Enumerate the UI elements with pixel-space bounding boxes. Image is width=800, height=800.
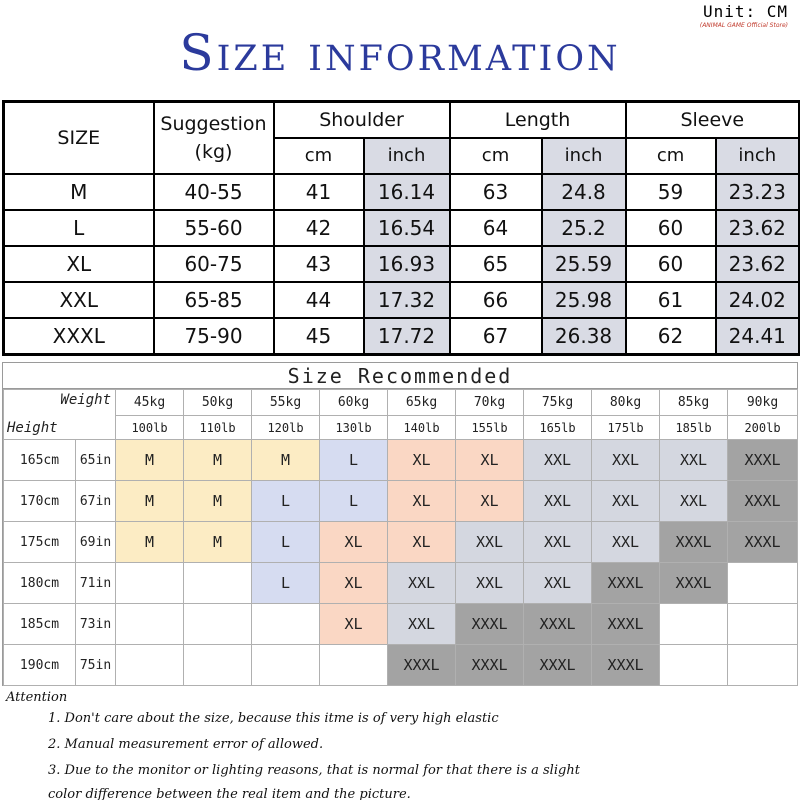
recommended-size-cell: XXXL — [388, 645, 456, 686]
subheader-cm: cm — [450, 138, 542, 174]
weight-lb-header: 110lb — [184, 416, 252, 440]
recommended-size-cell: XXXL — [592, 563, 660, 604]
recommend-title: Size Recommended — [3, 363, 797, 389]
size-row — [4, 282, 800, 318]
recommended-size-cell: XXXL — [456, 645, 524, 686]
recommended-size-cell: XXL — [524, 563, 592, 604]
weight-kg-header: 50kg — [184, 390, 252, 416]
recommended-size-cell: XXL — [388, 563, 456, 604]
recommended-size-cell — [728, 645, 798, 686]
recommended-size-cell — [184, 645, 252, 686]
height-in-label: 65in — [76, 440, 116, 481]
height-cm-label: 185cm — [4, 604, 76, 645]
recommended-size-cell: XL — [456, 440, 524, 481]
recommended-size-cell: XL — [320, 604, 388, 645]
cell-sleeve-cm: 62 — [626, 318, 716, 354]
cell-length-cm: 66 — [450, 282, 542, 318]
height-cm-label: 175cm — [4, 522, 76, 563]
cell-size: XL — [4, 246, 154, 282]
cell-length-cm: 65 — [450, 246, 542, 282]
cell-size: XXXL — [4, 318, 154, 354]
weight-kg-header: 90kg — [728, 390, 798, 416]
recommended-size-cell: XL — [388, 440, 456, 481]
recommended-size-cell — [252, 604, 320, 645]
cell-sleeve-inch: 23.62 — [716, 246, 800, 282]
unit-text: Unit: CM — [702, 2, 788, 21]
cell-length-inch: 26.38 — [542, 318, 626, 354]
recommended-size-cell — [660, 604, 728, 645]
height-cm-label: 170cm — [4, 481, 76, 522]
recommended-size-cell: XXL — [660, 440, 728, 481]
cell-shoulder-inch: 16.54 — [364, 210, 450, 246]
weight-lb-header: 155lb — [456, 416, 524, 440]
recommended-size-cell: XXL — [660, 481, 728, 522]
weight-lb-header: 200lb — [728, 416, 798, 440]
cell-size: XXL — [4, 282, 154, 318]
attention-heading: Attention — [6, 690, 68, 705]
subheader-inch: inch — [716, 138, 800, 174]
subheader-cm: cm — [626, 138, 716, 174]
cell-shoulder-cm: 42 — [274, 210, 364, 246]
header-suggestion-unit: (kg) — [194, 140, 233, 163]
size-row — [4, 210, 800, 246]
header-suggestion — [154, 102, 274, 174]
recommended-size-cell — [184, 563, 252, 604]
weight-lb-header: 140lb — [388, 416, 456, 440]
size-row — [4, 174, 800, 210]
recommended-size-cell: XXXL — [592, 604, 660, 645]
recommended-size-cell — [116, 604, 184, 645]
recommended-size-cell: XXXL — [592, 645, 660, 686]
weight-lb-header: 175lb — [592, 416, 660, 440]
size-recommended-table — [3, 389, 798, 686]
header-shoulder: Shoulder — [274, 102, 450, 138]
height-in-label: 75in — [76, 645, 116, 686]
weight-label: Weight — [60, 392, 111, 408]
cell-sleeve-cm: 61 — [626, 282, 716, 318]
recommended-size-cell: M — [184, 522, 252, 563]
recommended-size-cell: XL — [388, 481, 456, 522]
height-row — [4, 604, 798, 645]
weight-kg-header: 75kg — [524, 390, 592, 416]
cell-suggestion-kg: 75-90 — [154, 318, 274, 354]
weight-lb-header: 130lb — [320, 416, 388, 440]
recommended-size-cell: XXXL — [456, 604, 524, 645]
recommended-size-cell: XXL — [524, 481, 592, 522]
cell-shoulder-cm: 45 — [274, 318, 364, 354]
cell-length-inch: 25.98 — [542, 282, 626, 318]
cell-shoulder-cm: 43 — [274, 246, 364, 282]
recommended-size-cell: XL — [456, 481, 524, 522]
cell-shoulder-inch: 16.93 — [364, 246, 450, 282]
subheader-cm: cm — [274, 138, 364, 174]
recommended-size-cell — [184, 604, 252, 645]
header-sleeve: Sleeve — [626, 102, 800, 138]
recommended-size-cell — [728, 604, 798, 645]
recommended-size-cell — [252, 645, 320, 686]
height-in-label: 73in — [76, 604, 116, 645]
attention-item: 2. Manual measurement error of allowed. — [48, 737, 324, 752]
cell-shoulder-inch: 17.72 — [364, 318, 450, 354]
header-length: Length — [450, 102, 626, 138]
cell-shoulder-inch: 16.14 — [364, 174, 450, 210]
height-label: Height — [7, 420, 58, 436]
recommended-size-cell — [116, 645, 184, 686]
cell-suggestion-kg: 60-75 — [154, 246, 274, 282]
recommended-size-cell: XXL — [456, 522, 524, 563]
height-row — [4, 481, 798, 522]
cell-length-cm: 67 — [450, 318, 542, 354]
cell-shoulder-cm: 44 — [274, 282, 364, 318]
recommended-size-cell: XL — [388, 522, 456, 563]
recommended-size-cell: XXL — [592, 440, 660, 481]
recommended-size-cell: XXXL — [524, 604, 592, 645]
header-size: SIZE — [4, 102, 154, 174]
weight-kg-header: 45kg — [116, 390, 184, 416]
recommended-size-cell: XXXL — [660, 522, 728, 563]
weight-kg-header: 60kg — [320, 390, 388, 416]
weight-height-corner — [4, 390, 116, 440]
recommended-size-cell: XL — [320, 522, 388, 563]
attention-notes — [6, 690, 796, 800]
recommended-size-cell: XXXL — [728, 440, 798, 481]
weight-kg-header: 85kg — [660, 390, 728, 416]
recommended-size-cell: L — [252, 522, 320, 563]
attention-item-continuation: color difference between the real item and the picture. — [48, 787, 411, 800]
recommended-size-cell: L — [320, 440, 388, 481]
weight-kg-header: 55kg — [252, 390, 320, 416]
recommended-size-cell: XXL — [592, 481, 660, 522]
recommended-size-cell: XXXL — [660, 563, 728, 604]
height-cm-label: 180cm — [4, 563, 76, 604]
cell-suggestion-kg: 40-55 — [154, 174, 274, 210]
height-in-label: 69in — [76, 522, 116, 563]
subheader-inch: inch — [364, 138, 450, 174]
cell-size: M — [4, 174, 154, 210]
weight-lb-header: 165lb — [524, 416, 592, 440]
recommended-size-cell: XXXL — [728, 481, 798, 522]
recommended-size-cell: XXL — [592, 522, 660, 563]
recommended-size-cell: M — [116, 440, 184, 481]
recommended-size-cell — [320, 645, 388, 686]
cell-length-inch: 25.59 — [542, 246, 626, 282]
cell-sleeve-cm: 60 — [626, 246, 716, 282]
height-cm-label: 165cm — [4, 440, 76, 481]
recommended-size-cell: M — [184, 440, 252, 481]
recommended-size-cell: M — [252, 440, 320, 481]
cell-shoulder-cm: 41 — [274, 174, 364, 210]
cell-sleeve-cm: 60 — [626, 210, 716, 246]
store-watermark: (ANIMAL GAME Official Store) — [699, 22, 788, 29]
height-row — [4, 440, 798, 481]
cell-sleeve-inch: 23.23 — [716, 174, 800, 210]
subheader-inch: inch — [542, 138, 626, 174]
recommended-size-cell — [660, 645, 728, 686]
weight-kg-header: 80kg — [592, 390, 660, 416]
weight-lb-header: 120lb — [252, 416, 320, 440]
cell-sleeve-inch: 23.62 — [716, 210, 800, 246]
cell-length-cm: 64 — [450, 210, 542, 246]
cell-shoulder-inch: 17.32 — [364, 282, 450, 318]
recommended-size-cell: M — [116, 522, 184, 563]
recommended-size-cell: L — [252, 563, 320, 604]
size-recommended-chart — [2, 362, 798, 686]
attention-item: 1. Don't care about the size, because this itme is of very high elastic — [48, 711, 499, 726]
height-cm-label: 190cm — [4, 645, 76, 686]
attention-item: 3. Due to the monitor or lighting reasons, that is normal for that there is a slight — [48, 763, 580, 778]
recommended-size-cell: L — [320, 481, 388, 522]
height-row — [4, 563, 798, 604]
page-title: Size information — [179, 24, 621, 82]
recommended-size-cell — [728, 563, 798, 604]
cell-length-inch: 25.2 — [542, 210, 626, 246]
height-in-label: 71in — [76, 563, 116, 604]
size-row — [4, 318, 800, 354]
recommended-size-cell: XXL — [456, 563, 524, 604]
height-in-label: 67in — [76, 481, 116, 522]
recommended-size-cell: L — [252, 481, 320, 522]
recommended-size-cell: M — [184, 481, 252, 522]
header-suggestion-label: Suggestion — [160, 112, 267, 135]
recommended-size-cell: XXXL — [524, 645, 592, 686]
height-row — [4, 645, 798, 686]
cell-sleeve-inch: 24.02 — [716, 282, 800, 318]
cell-sleeve-inch: 24.41 — [716, 318, 800, 354]
weight-kg-header: 65kg — [388, 390, 456, 416]
weight-lb-header: 185lb — [660, 416, 728, 440]
cell-length-inch: 24.8 — [542, 174, 626, 210]
recommended-size-cell: XXXL — [728, 522, 798, 563]
weight-lb-header: 100lb — [116, 416, 184, 440]
cell-suggestion-kg: 65-85 — [154, 282, 274, 318]
height-row — [4, 522, 798, 563]
recommended-size-cell: XL — [320, 563, 388, 604]
cell-size: L — [4, 210, 154, 246]
cell-length-cm: 63 — [450, 174, 542, 210]
recommended-size-cell: XXL — [388, 604, 456, 645]
recommended-size-cell: XXL — [524, 522, 592, 563]
cell-sleeve-cm: 59 — [626, 174, 716, 210]
size-row — [4, 246, 800, 282]
recommended-size-cell — [116, 563, 184, 604]
size-information-table — [2, 100, 800, 356]
recommended-size-cell: XXL — [524, 440, 592, 481]
cell-suggestion-kg: 55-60 — [154, 210, 274, 246]
weight-kg-header: 70kg — [456, 390, 524, 416]
recommended-size-cell: M — [116, 481, 184, 522]
